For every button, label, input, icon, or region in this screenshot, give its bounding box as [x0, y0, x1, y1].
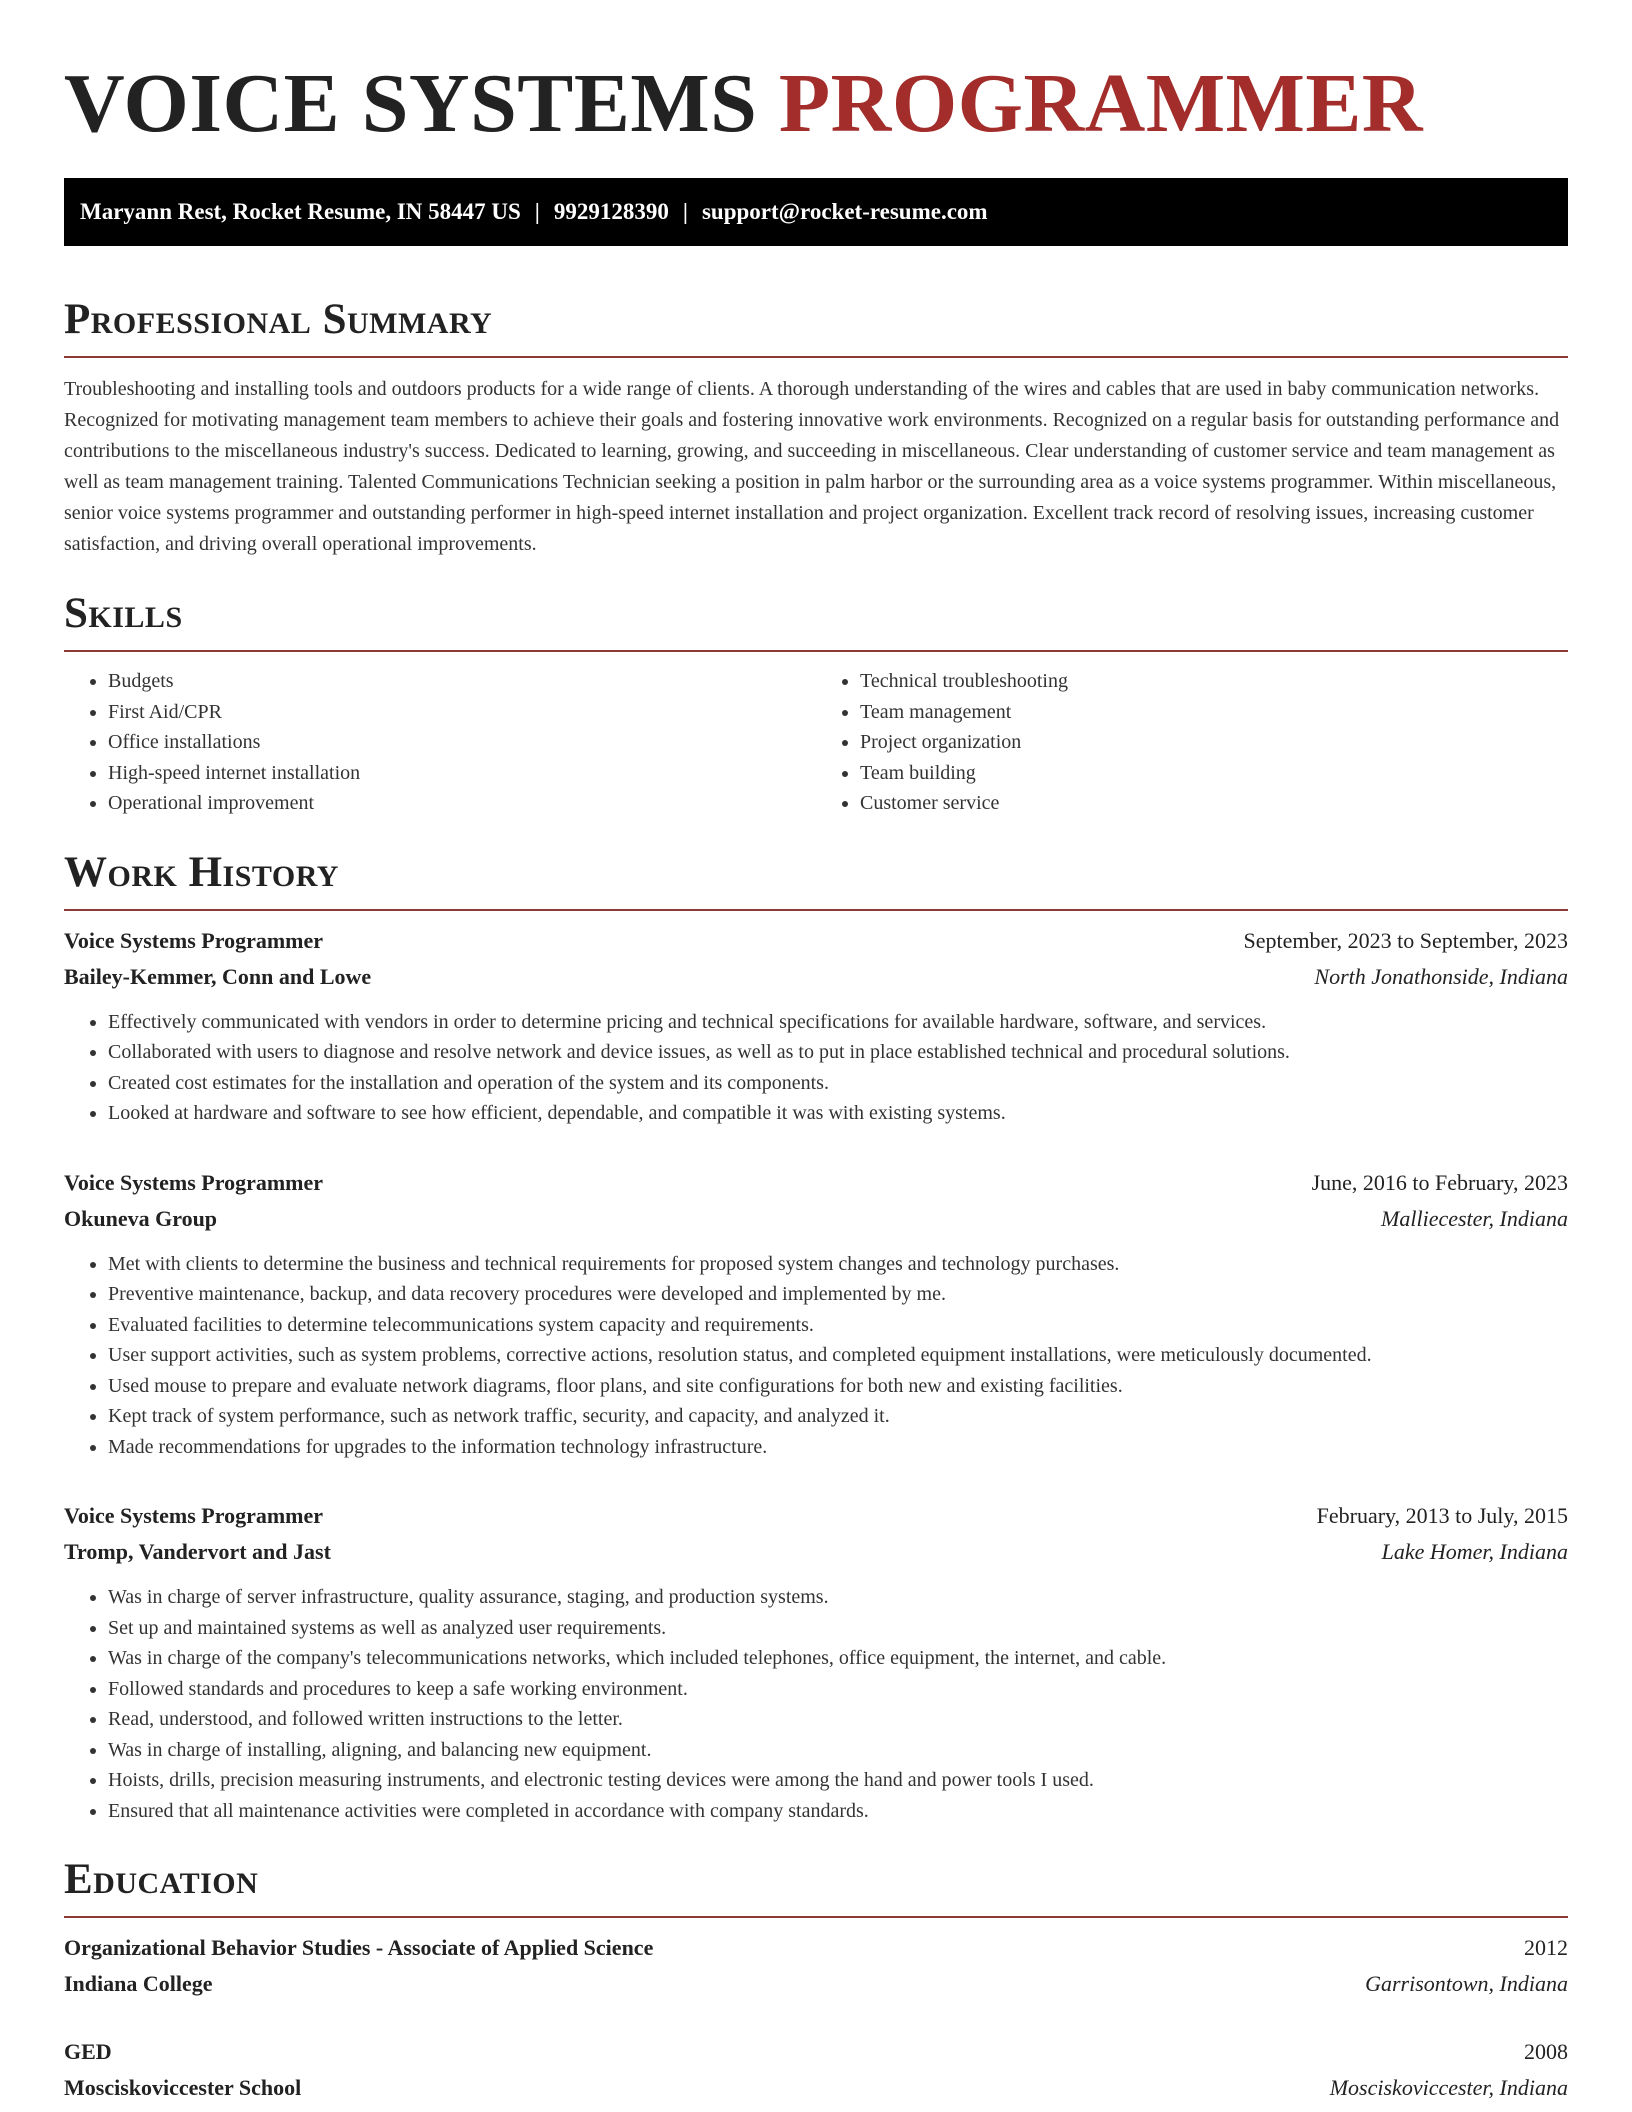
- section-divider: [64, 356, 1568, 358]
- education-header-row: [64, 1930, 1568, 1966]
- skill-item: • Budgets: [108, 666, 816, 697]
- job-title: Voice Systems Programmer: [64, 1169, 324, 1195]
- job-bullet: • Was in charge of the company's telecommunications networks, which included telephones, office equipment, the internet, and cable.: [108, 1643, 1568, 1674]
- job-location: Lake Homer, Indiana: [1381, 1539, 1568, 1564]
- education-header-row: [64, 2034, 1568, 2070]
- job-company: Okuneva Group: [64, 1205, 218, 1231]
- work-history-section: [64, 847, 1568, 1827]
- job-entry: [64, 1165, 1568, 1463]
- skill-item: • Operational improvement: [108, 788, 816, 819]
- contact-separator: |: [682, 199, 688, 224]
- job-dates: June, 2016 to February, 2023: [1311, 1169, 1568, 1195]
- job-bullet: • Read, understood, and followed written instructions to the letter.: [108, 1704, 1568, 1735]
- job-bullet: • User support activities, such as system problems, corrective actions, resolution status, and completed equipment installations, were meticulously documented.: [108, 1340, 1568, 1371]
- work-history-heading: Work History: [64, 848, 339, 896]
- job-bullet: • Set up and maintained systems as well as analyzed user requirements.: [108, 1613, 1568, 1644]
- education-school: Mosciskoviccester School: [64, 2075, 302, 2100]
- job-header-row: [64, 1498, 1568, 1534]
- contact-address: Maryann Rest, Rocket Resume, IN 58447 US: [80, 199, 521, 224]
- section-divider: [64, 650, 1568, 652]
- contact-email: support@rocket-resume.com: [701, 199, 988, 224]
- skill-item: • Team building: [860, 758, 1568, 789]
- job-bullet: • Used mouse to prepare and evaluate network diagrams, floor plans, and site configurations for both new and existing facilities.: [108, 1371, 1568, 1402]
- job-location: Malliecester, Indiana: [1381, 1205, 1568, 1231]
- job-bullet: • Created cost estimates for the installation and operation of the system and its components.: [108, 1068, 1568, 1099]
- skills-columns: [64, 666, 1568, 819]
- section-divider: [64, 1916, 1568, 1918]
- job-company-row: [64, 1201, 1568, 1237]
- job-bullet: • Made recommendations for upgrades to the information technology infrastructure.: [108, 1432, 1568, 1463]
- job-bullet: • Was in charge of installing, aligning, and balancing new equipment.: [108, 1735, 1568, 1766]
- education-degree: Organizational Behavior Studies - Associate of Applied Science: [64, 1935, 654, 1960]
- skill-item: • High-speed internet installation: [108, 758, 816, 789]
- job-company-row: [64, 959, 1568, 995]
- job-bullets: [64, 1007, 1568, 1129]
- job-bullet: • Kept track of system performance, such as network traffic, security, and capacity, and analyzed it.: [108, 1401, 1568, 1432]
- job-bullet: • Effectively communicated with vendors in order to determine pricing and technical specifications for available hardware, software, and services.: [108, 1007, 1568, 1038]
- education-degree: GED: [64, 2039, 112, 2064]
- job-title: Voice Systems Programmer: [64, 1503, 324, 1528]
- skill-item: • Technical troubleshooting: [860, 666, 1568, 697]
- job-company-row: [64, 1534, 1568, 1570]
- education-school: Indiana College: [64, 1971, 213, 1996]
- job-bullets: [64, 1582, 1568, 1826]
- education-location: Garrisontown, Indiana: [1365, 1971, 1568, 1996]
- job-company: Tromp, Vandervort and Jast: [64, 1539, 331, 1564]
- job-company: Bailey-Kemmer, Conn and Lowe: [64, 963, 372, 989]
- title-part-2: PROGRAMMER: [778, 57, 1424, 150]
- education-section: [64, 1854, 1568, 2106]
- education-location: Mosciskoviccester, Indiana: [1329, 2075, 1568, 2100]
- job-entry: [64, 923, 1568, 1129]
- skills-section: [64, 588, 1568, 819]
- resume-page: [64, 0, 1568, 2106]
- contact-separator: |: [534, 199, 540, 224]
- summary-text: Troubleshooting and installing tools and outdoors products for a wide range of clients. A thorough understanding of the wires and cables that are used in baby communication networks. Recognized for motivating management team members to achieve their goals and fostering innovative work environments. Recognized on a regular basis for outstanding performance and contributions to the miscellaneous industry's success. Dedicated to learning, growing, and succeeding in miscellaneous. Clear understanding of customer service and team management as well as team management training. Talented Communications Technician seeking a position in palm harbor or the surrounding area as a voice systems programmer. Within miscellaneous, senior voice systems programmer and outstanding performer in high-speed internet installation and project organization. Excellent track record of resolving issues, increasing customer satisfaction, and driving overall operational improvements.: [64, 378, 1560, 555]
- education-year: 2012: [1524, 1935, 1568, 1960]
- skill-item: • Team management: [860, 697, 1568, 728]
- job-dates: February, 2013 to July, 2015: [1316, 1503, 1568, 1528]
- education-school-row: [64, 1966, 1568, 2002]
- job-bullet: • Collaborated with users to diagnose and resolve network and device issues, as well as to put in place established technical and procedural solutions.: [108, 1037, 1568, 1068]
- contact-phone: 9929128390: [553, 199, 669, 224]
- skills-heading: Skills: [64, 590, 183, 637]
- job-bullet: • Followed standards and procedures to keep a safe working environment.: [108, 1674, 1568, 1705]
- job-dates: September, 2023 to September, 2023: [1243, 927, 1568, 953]
- job-bullet: • Preventive maintenance, backup, and data recovery procedures were developed and implemented by me.: [108, 1279, 1568, 1310]
- skill-item: • First Aid/CPR: [108, 697, 816, 728]
- education-entry: [64, 1930, 1568, 2002]
- job-bullet: • Hoists, drills, precision measuring instruments, and electronic testing devices were among the hand and power tools I used.: [108, 1765, 1568, 1796]
- job-entry: [64, 1498, 1568, 1826]
- job-bullet: • Evaluated facilities to determine telecommunications system capacity and requirements.: [108, 1310, 1568, 1341]
- title-part-1: VOICE SYSTEMS: [64, 57, 779, 150]
- skill-item: • Customer service: [860, 788, 1568, 819]
- job-header-row: [64, 923, 1568, 959]
- skills-left-list: [64, 666, 816, 819]
- job-bullets: [64, 1249, 1568, 1463]
- skill-item: • Office installations: [108, 727, 816, 758]
- resume-title: [64, 58, 1568, 150]
- skill-item: • Project organization: [860, 727, 1568, 758]
- education-year: 2008: [1524, 2039, 1568, 2064]
- job-bullet: • Met with clients to determine the business and technical requirements for proposed system changes and technology purchases.: [108, 1249, 1568, 1280]
- summary-section: [64, 294, 1568, 560]
- job-title: Voice Systems Programmer: [64, 927, 324, 953]
- job-location: North Jonathonside, Indiana: [1314, 963, 1568, 989]
- education-entry: [64, 2034, 1568, 2106]
- job-header-row: [64, 1165, 1568, 1201]
- education-school-row: [64, 2070, 1568, 2106]
- contact-bar: [64, 178, 1568, 246]
- education-heading: Education: [64, 1856, 259, 1903]
- job-bullet: • Looked at hardware and software to see how efficient, dependable, and compatible it was with existing systems.: [108, 1098, 1568, 1129]
- job-bullet: • Was in charge of server infrastructure, quality assurance, staging, and production systems.: [108, 1582, 1568, 1613]
- section-divider: [64, 909, 1568, 911]
- skills-right-list: [816, 666, 1568, 819]
- job-bullet: • Ensured that all maintenance activities were completed in accordance with company standards.: [108, 1796, 1568, 1827]
- summary-heading: Professional Summary: [64, 296, 493, 343]
